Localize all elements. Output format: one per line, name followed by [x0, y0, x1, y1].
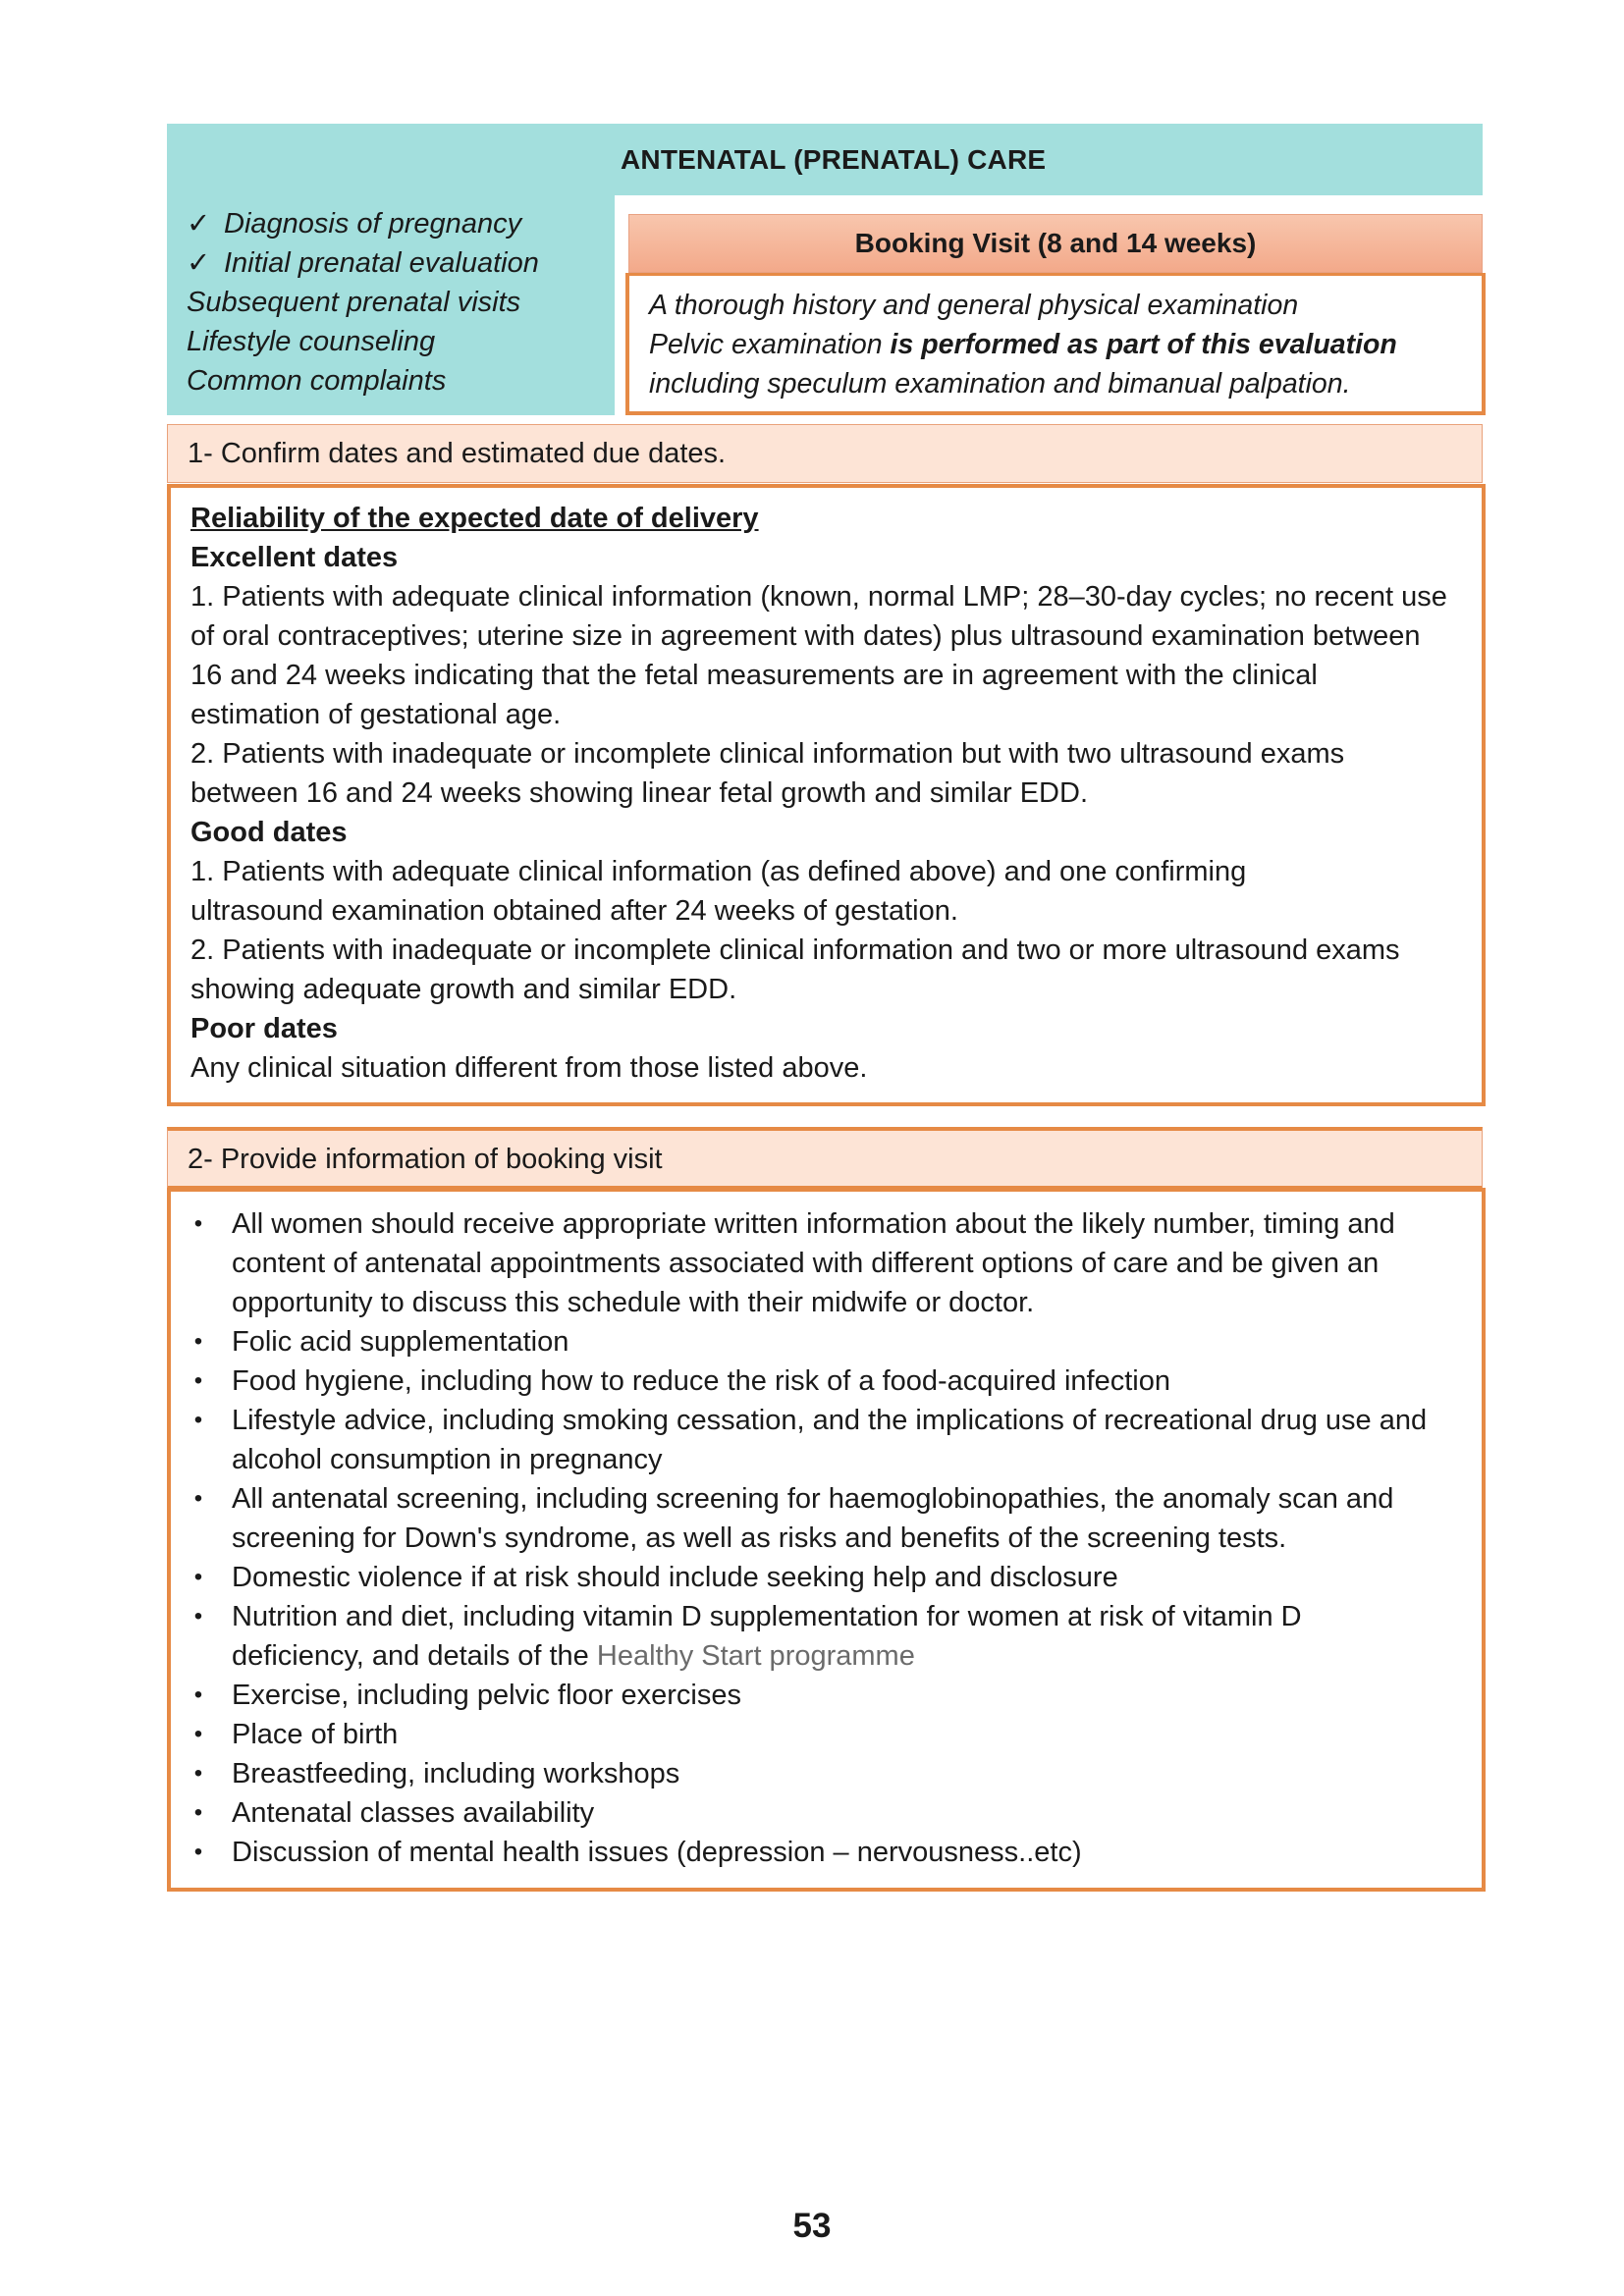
- bullet-icon: •: [193, 1682, 203, 1708]
- booking-info-list: [171, 1204, 1482, 1872]
- list-item: [171, 1754, 1482, 1793]
- list-item: [171, 1322, 1482, 1362]
- bullet-icon: •: [193, 1760, 203, 1787]
- booking-visit-description: [625, 273, 1486, 415]
- booking-line: [649, 325, 1482, 364]
- subheading-excellent-dates: Excellent dates: [190, 542, 399, 573]
- booking-emphasis: is performed as part of this evaluation: [890, 329, 1397, 360]
- booking-line: including speculum examination and bimanual palpation.: [649, 368, 1351, 400]
- paragraph: Any clinical situation different from those listed above.: [190, 1052, 868, 1084]
- section-2-body: [167, 1188, 1486, 1892]
- paragraph: 2. Patients with inadequate or incomplete clinical information but with two ultrasound exams between 16 and 24 weeks showing linear fetal growth and similar EDD.: [190, 738, 1345, 809]
- list-item-text: Place of birth: [232, 1719, 399, 1750]
- list-item-text: Exercise, including pelvic floor exercises: [232, 1680, 741, 1711]
- list-item-text: Food hygiene, including how to reduce the risk of a food-acquired infection: [232, 1365, 1170, 1397]
- bullet-icon: •: [193, 1210, 203, 1237]
- goal-label: Lifestyle counseling: [187, 326, 436, 357]
- checkmark-icon: ✓: [187, 247, 211, 279]
- list-item: [171, 1793, 1482, 1833]
- list-item: [171, 1597, 1482, 1676]
- page-title: ANTENATAL (PRENATAL) CARE: [621, 144, 1047, 175]
- bullet-icon: •: [193, 1485, 203, 1512]
- goal-item: [187, 361, 609, 400]
- goal-item: [187, 243, 609, 283]
- goal-label: Diagnosis of pregnancy: [224, 208, 522, 240]
- paragraph: 1. Patients with adequate clinical information (known, normal LMP; 28–30-day cycles; no recent use of oral contraceptives; uterine size in agreement with dates) plus ultrasound examination between 16 and 24 weeks indicating that the fetal measurements are in agreement with the clinical estimation of gestational age.: [190, 581, 1447, 730]
- bullet-icon: •: [193, 1367, 203, 1394]
- subheading-poor-dates: Poor dates: [190, 1013, 338, 1044]
- paragraph: 1. Patients with adequate clinical information (as defined above) and one confirming ultrasound examination obtained after 24 weeks of gestation.: [190, 856, 1247, 927]
- list-item: [171, 1833, 1482, 1872]
- list-item: [171, 1558, 1482, 1597]
- list-item-text: Discussion of mental health issues (depression – nervousness..etc): [232, 1837, 1082, 1868]
- list-item-text: All women should receive appropriate written information about the likely number, timing and content of antenatal appointments associated with different options of care and be given an opportunity to discuss this schedule with their midwife or doctor.: [232, 1208, 1395, 1318]
- bullet-icon: •: [193, 1721, 203, 1747]
- goal-label: Common complaints: [187, 365, 447, 397]
- bullet-icon: •: [193, 1799, 203, 1826]
- section-1-heading: 1- Confirm dates and estimated due dates.: [167, 424, 1483, 483]
- bullet-icon: •: [193, 1603, 203, 1629]
- list-item: [171, 1204, 1482, 1322]
- page-number: 53: [792, 2207, 832, 2245]
- bullet-icon: •: [193, 1839, 203, 1865]
- list-item: [171, 1479, 1482, 1558]
- goal-item: [187, 204, 609, 243]
- list-item-text: Lifestyle advice, including smoking cessation, and the implications of recreational drug use and alcohol consumption in pregnancy: [232, 1405, 1428, 1475]
- subheading-good-dates: Good dates: [190, 817, 348, 848]
- section-1-body: [167, 484, 1486, 1106]
- goal-label: Initial prenatal evaluation: [224, 247, 539, 279]
- list-item-text: Nutrition and diet, including vitamin D supplementation for women at risk of vitamin D deficiency, and details of the: [232, 1601, 1302, 1672]
- checkmark-icon: ✓: [187, 208, 211, 240]
- list-item-text: Breastfeeding, including workshops: [232, 1758, 680, 1789]
- bullet-icon: •: [193, 1328, 203, 1355]
- list-item-text: Folic acid supplementation: [232, 1326, 569, 1358]
- booking-line: A thorough history and general physical examination: [649, 290, 1299, 321]
- healthy-start-link[interactable]: Healthy Start programme: [596, 1640, 915, 1672]
- list-item-text: All antenatal screening, including screening for haemoglobinopathies, the anomaly scan and screening for Down's syndrome, as well as risks and benefits of the screening tests.: [232, 1483, 1394, 1554]
- list-item-text: Antenatal classes availability: [232, 1797, 595, 1829]
- paragraph: 2. Patients with inadequate or incomplete clinical information and two or more ultrasound exams showing adequate growth and similar EDD.: [190, 934, 1400, 1005]
- goal-item: [187, 322, 609, 361]
- list-item: [171, 1715, 1482, 1754]
- bullet-icon: •: [193, 1564, 203, 1590]
- list-item: [171, 1676, 1482, 1715]
- goal-item: [187, 283, 609, 322]
- list-item: [171, 1401, 1482, 1479]
- goal-label: Subsequent prenatal visits: [187, 287, 521, 318]
- section-1-title: Reliability of the expected date of delivery: [190, 503, 759, 534]
- section-2-heading: 2- Provide information of booking visit: [167, 1127, 1483, 1190]
- booking-visit-heading: Booking Visit (8 and 14 weeks): [628, 214, 1483, 273]
- booking-text: Pelvic examination: [649, 329, 891, 360]
- list-item: [171, 1362, 1482, 1401]
- bullet-icon: •: [193, 1407, 203, 1433]
- goals-list: [187, 204, 609, 400]
- list-item-text: Domestic violence if at risk should include seeking help and disclosure: [232, 1562, 1118, 1593]
